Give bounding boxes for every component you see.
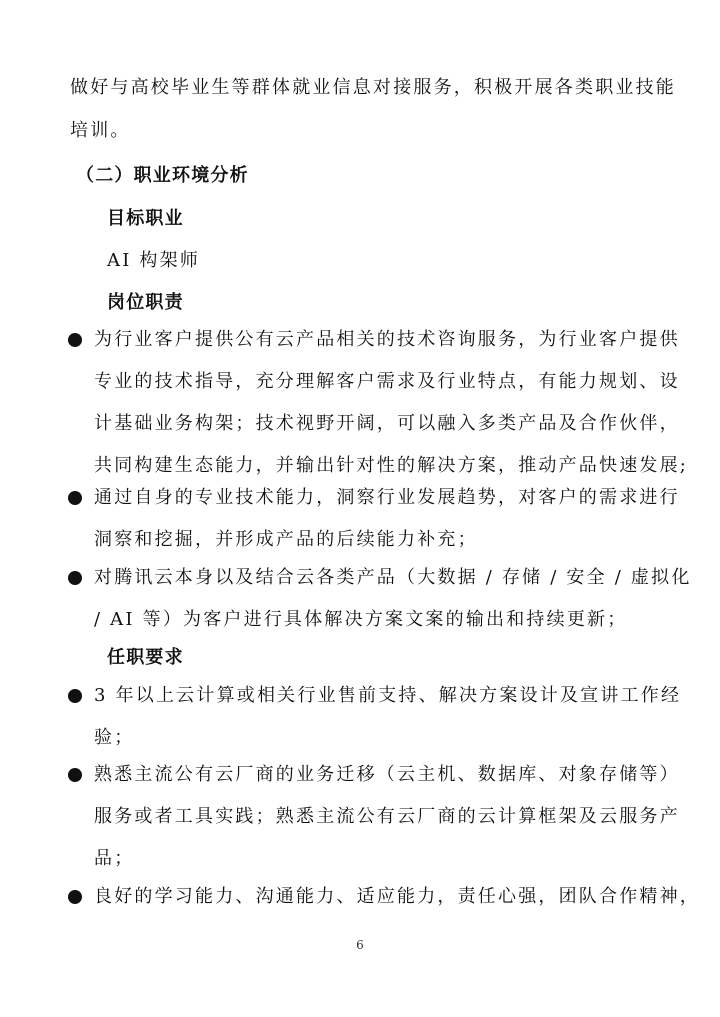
bullet-icon (68, 491, 82, 505)
duty-2-line-2: 洞察和挖掘，并形成产品的后续能力补充； (94, 529, 478, 550)
intro-line-2: 培训。 (70, 120, 131, 141)
bullet-icon (68, 333, 82, 347)
duty-3-line-2: / AI 等）为客户进行具体解决方案文案的输出和持续更新； (94, 609, 628, 630)
duties-label: 岗位职责 (107, 292, 184, 313)
req-2-line-3: 品； (94, 848, 135, 869)
duty-1-line-3: 计基础业务构架；技术视野开阔，可以融入多类产品及合作伙伴， (94, 413, 680, 434)
section-heading: （二）职业环境分析 (76, 165, 249, 186)
req-1-line-1: 3 年以上云计算或相关行业售前支持、解决方案设计及宣讲工作经 (94, 685, 682, 706)
duty-1-line-1: 为行业客户提供公有云产品相关的技术咨询服务，为行业客户提供 (94, 329, 680, 350)
bullet-icon (68, 571, 82, 585)
target-value: AI 构架师 (107, 250, 201, 271)
duty-2-line-1: 通过自身的专业技术能力，洞察行业发展趋势，对客户的需求进行 (94, 487, 680, 508)
page-number: 6 (356, 938, 364, 952)
intro-line-1: 做好与高校毕业生等群体就业信息对接服务，积极开展各类职业技能 (70, 77, 676, 98)
target-label: 目标职业 (107, 208, 184, 229)
req-3-line-1: 良好的学习能力、沟通能力、适应能力，责任心强，团队合作精神， (94, 886, 700, 907)
duty-3-line-1: 对腾讯云本身以及结合云各类产品（大数据 / 存储 / 安全 / 虚拟化 (94, 567, 692, 588)
duty-1-line-2: 专业的技术指导，充分理解客户需求及行业特点，有能力规划、设 (94, 371, 680, 392)
req-2-line-1: 熟悉主流公有云厂商的业务迁移（云主机、数据库、对象存储等） (94, 764, 680, 785)
bullet-icon (68, 890, 82, 904)
duty-1-line-4: 共同构建生态能力，并输出针对性的解决方案，推动产品快速发展; (94, 455, 689, 476)
req-2-line-2: 服务或者工具实践；熟悉主流公有云厂商的云计算框架及云服务产 (94, 806, 680, 827)
requirements-label: 任职要求 (107, 647, 184, 668)
bullet-icon (68, 768, 82, 782)
req-1-line-2: 验； (94, 727, 135, 748)
bullet-icon (68, 689, 82, 703)
